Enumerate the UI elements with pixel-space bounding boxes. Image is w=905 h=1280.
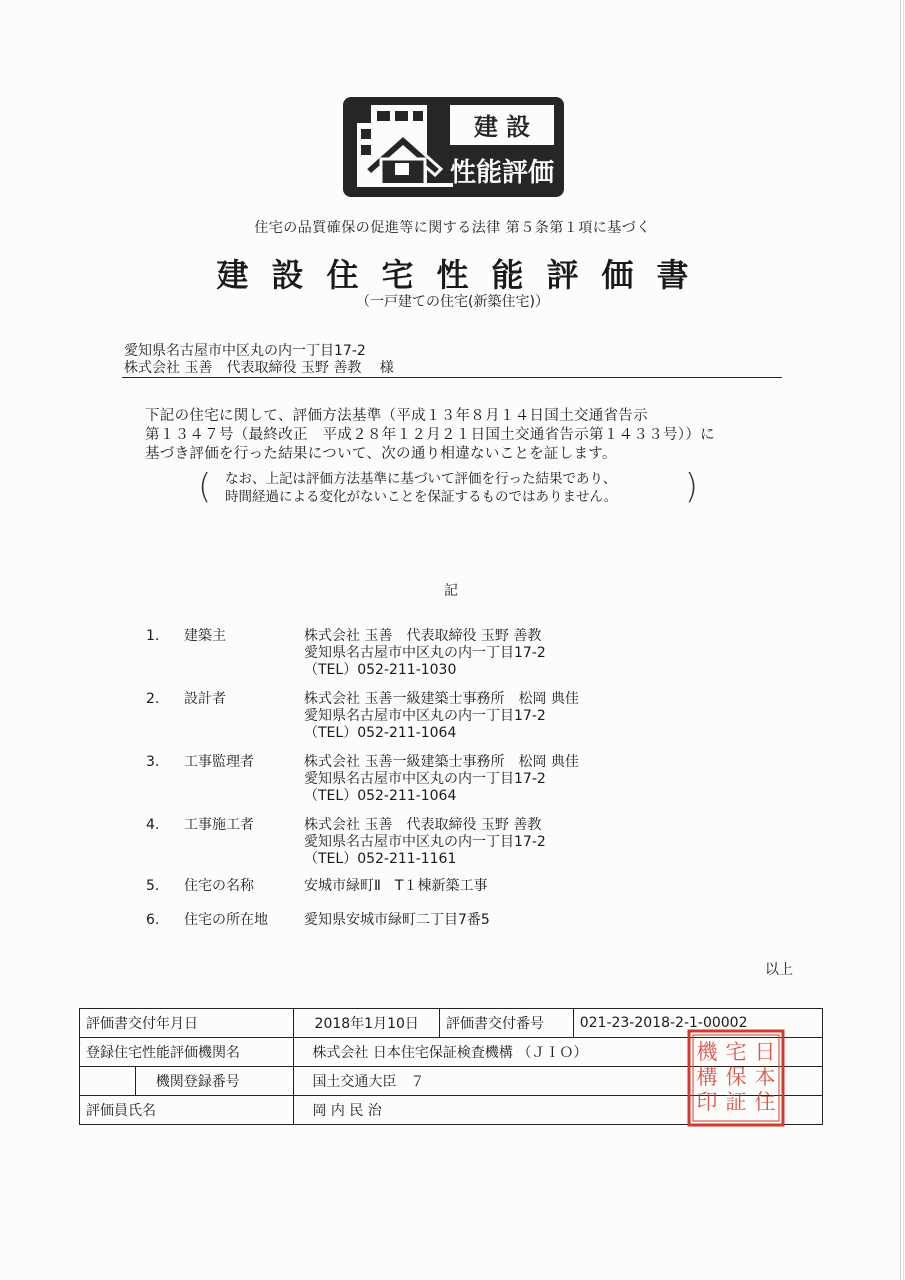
ki-heading: 記 xyxy=(444,583,458,599)
addressee-underline xyxy=(122,377,782,378)
svg-text:宅: 宅 xyxy=(725,1040,747,1064)
item-label: 工事施工者 xyxy=(184,817,254,833)
agency-value: 株式会社 日本住宅保証検査機構 （ＪＩＯ） xyxy=(294,1038,823,1067)
item-value xyxy=(304,878,487,895)
logo-text-1: 建 設 xyxy=(473,113,531,141)
item-label: 設計者 xyxy=(184,691,226,707)
item-label: 住宅の名称 xyxy=(184,878,254,894)
item-number: 3. xyxy=(146,754,160,770)
svg-text:機: 機 xyxy=(696,1040,718,1064)
official-seal-stamp xyxy=(686,1028,786,1128)
disclaimer-note xyxy=(198,467,698,507)
item-value-line: 安城市緑町Ⅱ T１棟新築工事 xyxy=(304,878,488,894)
issue-date-value: 2018年1月10日 xyxy=(294,1009,440,1038)
item-value xyxy=(304,628,546,679)
closing-mark: 以上 xyxy=(765,962,793,978)
svg-text:印: 印 xyxy=(696,1090,718,1114)
logo-text-2: 性能評価 xyxy=(449,158,555,188)
addressee-name: 株式会社 玉善 代表取締役 玉野 善教 様 xyxy=(124,360,394,376)
item-number: 2. xyxy=(146,691,160,707)
agency-label: 登録住宅性能評価機関名 xyxy=(80,1038,294,1067)
construction-performance-logo xyxy=(343,97,564,197)
item-number: 1. xyxy=(146,628,160,644)
intro-line: 第１３４７号（最終改正 平成２８年１２月２１日国土交通省告示第１４３３号））に xyxy=(145,427,715,443)
document-subtitle: （一戸建ての住宅(新築住宅)） xyxy=(356,294,549,310)
note-line: なお、上記は評価方法基準に基づいて評価を行った結果であり、 xyxy=(225,471,617,487)
item-value xyxy=(304,817,546,868)
note-text xyxy=(225,470,617,506)
blank-cell xyxy=(80,1067,136,1096)
evaluator-value: 岡 内 民 治 xyxy=(294,1096,823,1125)
item-value-line: （TEL）052-211-1064 xyxy=(304,725,457,741)
note-line: 時間経過による変化がないことを保証するものではありません。 xyxy=(225,489,618,505)
item-label: 住宅の所在地 xyxy=(184,912,268,928)
item-number: 5. xyxy=(146,878,160,894)
issue-number-value: 021-23-2018-2-1-00002 xyxy=(573,1009,822,1038)
item-value xyxy=(304,754,579,805)
intro-line: 下記の住宅に関して、評価方法基準（平成１３年８月１４日国土交通省告示 xyxy=(145,408,648,424)
left-bracket: ( xyxy=(198,467,212,507)
svg-text:構: 構 xyxy=(696,1065,718,1089)
right-bracket: ) xyxy=(684,467,698,507)
evaluator-label: 評価員氏名 xyxy=(80,1096,294,1125)
svg-text:住: 住 xyxy=(754,1090,776,1114)
item-value-line: （TEL）052-211-1064 xyxy=(304,788,457,804)
item-label: 建築主 xyxy=(184,628,226,644)
issue-number-label: 評価書交付番号 xyxy=(440,1009,574,1038)
scan-edge-2 xyxy=(903,0,904,1280)
item-number: 6. xyxy=(146,912,160,928)
item-number: 4. xyxy=(146,817,160,833)
scan-edge xyxy=(900,0,901,1280)
item-value-line: 愛知県名古屋市中区丸の内一丁目17-2 xyxy=(304,645,546,661)
addressee-address: 愛知県名古屋市中区丸の内一丁目17-2 xyxy=(124,343,366,359)
svg-text:証: 証 xyxy=(725,1090,747,1114)
item-value-line: （TEL）052-211-1161 xyxy=(304,851,457,867)
issue-date-label: 評価書交付年月日 xyxy=(80,1009,294,1038)
registration-label: 機関登録番号 xyxy=(135,1067,294,1096)
item-value-line: 愛知県名古屋市中区丸の内一丁目17-2 xyxy=(304,771,546,787)
item-value xyxy=(304,691,579,742)
item-value-line: 株式会社 玉善 代表取締役 玉野 善教 xyxy=(304,628,542,644)
item-value-line: （TEL）052-211-1030 xyxy=(304,662,457,678)
item-value-line: 株式会社 玉善一級建築士事務所 松岡 典佳 xyxy=(304,754,579,770)
svg-text:日: 日 xyxy=(754,1040,776,1064)
intro-line: 基づき評価を行った結果について、次の通り相違ないことを証します。 xyxy=(145,446,617,462)
svg-text:本: 本 xyxy=(754,1065,776,1089)
svg-text:保: 保 xyxy=(725,1065,747,1089)
item-value-line: 愛知県名古屋市中区丸の内一丁目17-2 xyxy=(304,834,546,850)
item-value xyxy=(304,912,490,929)
registration-value: 国土交通大臣 ７ xyxy=(294,1067,823,1096)
item-label: 工事監理者 xyxy=(184,754,254,770)
item-value-line: 株式会社 玉善 代表取締役 玉野 善教 xyxy=(304,817,542,833)
intro-paragraph xyxy=(145,407,775,464)
item-value-line: 愛知県安城市緑町二丁目7番5 xyxy=(304,912,490,928)
item-value-line: 株式会社 玉善一級建築士事務所 松岡 典佳 xyxy=(304,691,579,707)
document-title: 建設住宅性能評価書 xyxy=(216,256,712,294)
law-reference: 住宅の品質確保の促進等に関する法律 第５条第１項に基づく xyxy=(254,220,651,236)
item-value-line: 愛知県名古屋市中区丸の内一丁目17-2 xyxy=(304,708,546,724)
addressee-block xyxy=(124,343,394,377)
